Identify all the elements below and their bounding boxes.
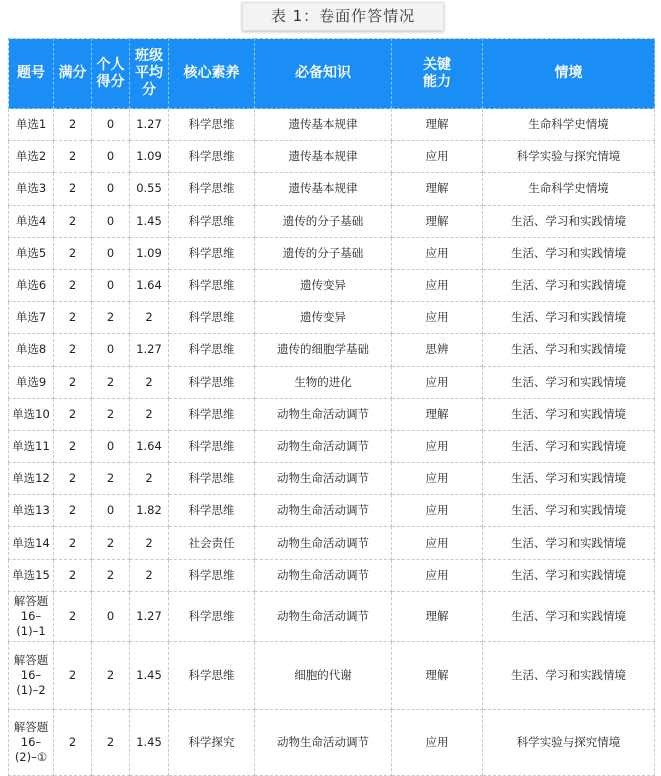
header-required-knowledge: 必备知识: [255, 39, 392, 109]
cell-question: 单选13: [9, 495, 54, 527]
table-row: [9, 641, 655, 709]
table-row: [9, 463, 655, 495]
cell-required-knowledge: 动物生命活动调节: [255, 709, 392, 775]
cell-personal-score: 0: [92, 141, 130, 173]
cell-question: 解答题16–(1)–2: [9, 641, 54, 709]
cell-class-average: 1.27: [130, 334, 169, 366]
score-table: [8, 38, 655, 776]
cell-key-ability: 应用: [392, 237, 483, 269]
cell-question: 单选3: [9, 173, 54, 205]
cell-question: 单选14: [9, 527, 54, 559]
cell-full-score: 2: [54, 237, 92, 269]
cell-required-knowledge: 遗传基本规律: [255, 109, 392, 141]
table-row: [9, 430, 655, 462]
table-row: [9, 559, 655, 591]
cell-context: 科学实验与探究情境: [483, 141, 655, 173]
cell-class-average: 1.09: [130, 237, 169, 269]
header-context: 情境: [483, 39, 655, 109]
cell-personal-score: 0: [92, 269, 130, 301]
cell-core-literacy: 科学思维: [169, 302, 255, 334]
cell-key-ability: 理解: [392, 591, 483, 641]
cell-personal-score: 2: [92, 641, 130, 709]
table-row: [9, 591, 655, 641]
cell-key-ability: 理解: [392, 641, 483, 709]
header-row: [9, 39, 655, 109]
cell-class-average: 1.45: [130, 641, 169, 709]
cell-key-ability: 应用: [392, 495, 483, 527]
cell-question: 单选10: [9, 398, 54, 430]
cell-key-ability: 理解: [392, 173, 483, 205]
cell-context: 生活、学习和实践情境: [483, 334, 655, 366]
cell-context: 生活、学习和实践情境: [483, 495, 655, 527]
cell-required-knowledge: 细胞的代谢: [255, 641, 392, 709]
cell-question: 单选4: [9, 205, 54, 237]
cell-context: 生活、学习和实践情境: [483, 641, 655, 709]
cell-personal-score: 2: [92, 527, 130, 559]
cell-class-average: 1.64: [130, 430, 169, 462]
cell-question: 单选5: [9, 237, 54, 269]
cell-class-average: 2: [130, 302, 169, 334]
cell-personal-score: 0: [92, 334, 130, 366]
cell-core-literacy: 科学思维: [169, 141, 255, 173]
cell-core-literacy: 科学思维: [169, 237, 255, 269]
cell-key-ability: 应用: [392, 366, 483, 398]
cell-full-score: 2: [54, 109, 92, 141]
cell-question: 单选12: [9, 463, 54, 495]
cell-full-score: 2: [54, 141, 92, 173]
cell-full-score: 2: [54, 173, 92, 205]
cell-context: 生活、学习和实践情境: [483, 559, 655, 591]
cell-core-literacy: 科学思维: [169, 205, 255, 237]
table-row: [9, 709, 655, 775]
cell-class-average: 1.27: [130, 591, 169, 641]
cell-core-literacy: 社会责任: [169, 527, 255, 559]
table-row: [9, 109, 655, 141]
cell-core-literacy: 科学思维: [169, 334, 255, 366]
header-personal-score: 个人得分: [92, 39, 130, 109]
cell-required-knowledge: 动物生命活动调节: [255, 430, 392, 462]
table-caption: 表 1：卷面作答情况: [242, 2, 444, 31]
cell-full-score: 2: [54, 398, 92, 430]
cell-required-knowledge: 遗传变异: [255, 302, 392, 334]
cell-personal-score: 0: [92, 237, 130, 269]
table-row: [9, 302, 655, 334]
table-row: [9, 398, 655, 430]
cell-required-knowledge: 动物生命活动调节: [255, 527, 392, 559]
table-row: [9, 527, 655, 559]
cell-question: 单选9: [9, 366, 54, 398]
cell-question: 单选11: [9, 430, 54, 462]
cell-context: 生活、学习和实践情境: [483, 591, 655, 641]
cell-core-literacy: 科学思维: [169, 495, 255, 527]
table-row: [9, 173, 655, 205]
cell-context: 生活、学习和实践情境: [483, 398, 655, 430]
cell-key-ability: 应用: [392, 559, 483, 591]
cell-full-score: 2: [54, 559, 92, 591]
table-row: [9, 495, 655, 527]
cell-context: 生活、学习和实践情境: [483, 430, 655, 462]
table-row: [9, 334, 655, 366]
cell-class-average: 1.64: [130, 269, 169, 301]
cell-key-ability: 应用: [392, 430, 483, 462]
cell-required-knowledge: 动物生命活动调节: [255, 463, 392, 495]
cell-core-literacy: 科学思维: [169, 463, 255, 495]
cell-full-score: 2: [54, 641, 92, 709]
cell-full-score: 2: [54, 334, 92, 366]
cell-question: 解答题16–(1)–1: [9, 591, 54, 641]
cell-question: 单选1: [9, 109, 54, 141]
cell-personal-score: 2: [92, 302, 130, 334]
cell-context: 科学实验与探究情境: [483, 709, 655, 775]
cell-required-knowledge: 遗传基本规律: [255, 173, 392, 205]
cell-context: 生命科学史情境: [483, 109, 655, 141]
cell-personal-score: 2: [92, 709, 130, 775]
cell-personal-score: 0: [92, 173, 130, 205]
cell-question: 单选7: [9, 302, 54, 334]
cell-core-literacy: 科学思维: [169, 173, 255, 205]
cell-key-ability: 应用: [392, 141, 483, 173]
cell-core-literacy: 科学思维: [169, 430, 255, 462]
cell-core-literacy: 科学思维: [169, 398, 255, 430]
cell-core-literacy: 科学思维: [169, 366, 255, 398]
caption-area: [0, 0, 661, 34]
cell-key-ability: 理解: [392, 205, 483, 237]
cell-personal-score: 0: [92, 495, 130, 527]
cell-context: 生活、学习和实践情境: [483, 302, 655, 334]
header-key-ability: 关键能力: [392, 39, 483, 109]
cell-class-average: 1.27: [130, 109, 169, 141]
cell-core-literacy: 科学思维: [169, 641, 255, 709]
cell-context: 生活、学习和实践情境: [483, 237, 655, 269]
cell-class-average: 0.55: [130, 173, 169, 205]
cell-key-ability: 应用: [392, 463, 483, 495]
cell-class-average: 2: [130, 463, 169, 495]
cell-personal-score: 2: [92, 559, 130, 591]
table-row: [9, 366, 655, 398]
cell-required-knowledge: 遗传变异: [255, 269, 392, 301]
cell-class-average: 1.82: [130, 495, 169, 527]
cell-context: 生活、学习和实践情境: [483, 527, 655, 559]
table-row: [9, 237, 655, 269]
cell-core-literacy: 科学思维: [169, 559, 255, 591]
cell-core-literacy: 科学探究: [169, 709, 255, 775]
cell-class-average: 1.09: [130, 141, 169, 173]
cell-question: 单选8: [9, 334, 54, 366]
header-full-score: 满分: [54, 39, 92, 109]
cell-class-average: 2: [130, 527, 169, 559]
cell-question: 单选15: [9, 559, 54, 591]
cell-context: 生活、学习和实践情境: [483, 205, 655, 237]
cell-full-score: 2: [54, 430, 92, 462]
cell-personal-score: 2: [92, 463, 130, 495]
cell-context: 生活、学习和实践情境: [483, 269, 655, 301]
cell-question: 单选6: [9, 269, 54, 301]
cell-required-knowledge: 遗传基本规律: [255, 141, 392, 173]
cell-question: 单选2: [9, 141, 54, 173]
cell-key-ability: 应用: [392, 527, 483, 559]
cell-core-literacy: 科学思维: [169, 591, 255, 641]
cell-full-score: 2: [54, 366, 92, 398]
cell-core-literacy: 科学思维: [169, 269, 255, 301]
cell-context: 生活、学习和实践情境: [483, 463, 655, 495]
cell-full-score: 2: [54, 205, 92, 237]
cell-question: 解答题16–(2)–①: [9, 709, 54, 775]
cell-personal-score: 2: [92, 398, 130, 430]
cell-full-score: 2: [54, 463, 92, 495]
cell-context: 生活、学习和实践情境: [483, 366, 655, 398]
cell-full-score: 2: [54, 527, 92, 559]
cell-class-average: 2: [130, 366, 169, 398]
cell-personal-score: 0: [92, 205, 130, 237]
cell-required-knowledge: 遗传的细胞学基础: [255, 334, 392, 366]
cell-required-knowledge: 动物生命活动调节: [255, 398, 392, 430]
cell-full-score: 2: [54, 495, 92, 527]
cell-class-average: 2: [130, 559, 169, 591]
cell-class-average: 2: [130, 398, 169, 430]
cell-class-average: 1.45: [130, 709, 169, 775]
cell-key-ability: 应用: [392, 269, 483, 301]
table-row: [9, 269, 655, 301]
cell-key-ability: 理解: [392, 109, 483, 141]
cell-context: 生命科学史情境: [483, 173, 655, 205]
cell-required-knowledge: 生物的进化: [255, 366, 392, 398]
cell-key-ability: 应用: [392, 302, 483, 334]
cell-core-literacy: 科学思维: [169, 109, 255, 141]
cell-full-score: 2: [54, 269, 92, 301]
cell-required-knowledge: 动物生命活动调节: [255, 559, 392, 591]
cell-full-score: 2: [54, 302, 92, 334]
cell-key-ability: 应用: [392, 709, 483, 775]
cell-full-score: 2: [54, 709, 92, 775]
cell-personal-score: 0: [92, 591, 130, 641]
cell-key-ability: 思辨: [392, 334, 483, 366]
cell-required-knowledge: 动物生命活动调节: [255, 495, 392, 527]
header-question: 题号: [9, 39, 54, 109]
cell-required-knowledge: 遗传的分子基础: [255, 237, 392, 269]
cell-class-average: 1.45: [130, 205, 169, 237]
cell-personal-score: 0: [92, 109, 130, 141]
table-row: [9, 141, 655, 173]
cell-full-score: 2: [54, 591, 92, 641]
cell-personal-score: 2: [92, 366, 130, 398]
cell-required-knowledge: 遗传的分子基础: [255, 205, 392, 237]
header-core-literacy: 核心素养: [169, 39, 255, 109]
header-class-average: 班级平均分: [130, 39, 169, 109]
cell-key-ability: 理解: [392, 398, 483, 430]
cell-required-knowledge: 动物生命活动调节: [255, 591, 392, 641]
cell-personal-score: 0: [92, 430, 130, 462]
table-row: [9, 205, 655, 237]
